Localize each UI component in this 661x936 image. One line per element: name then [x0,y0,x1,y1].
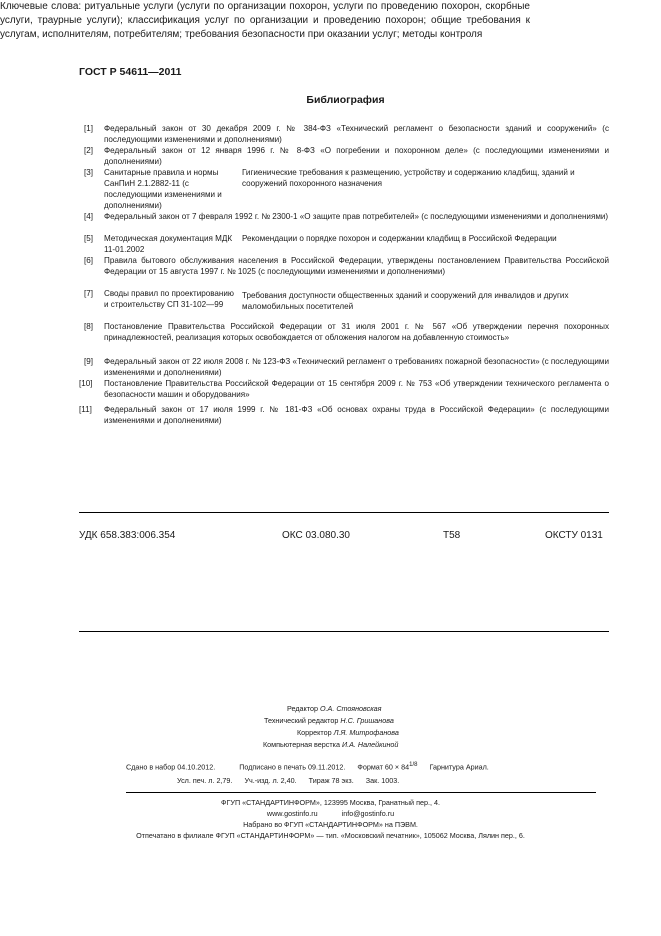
ref-number: [8] [84,322,93,331]
format-fraction: 1/8 [409,762,418,768]
ref-number: [11] [79,405,92,414]
bibliography-item [84,211,609,222]
ref-text: Федеральный закон от 7 февраля 1992 г. № 2300-1 «О защите прав потребителей» (с последующими изменениями и дополнениями) [104,212,609,221]
ref-text: Федеральный закон от 12 января 1996 г. № 8-ФЗ «О погребении и похоронном деле» (с последующими изменениями и дополнениями) [104,146,609,166]
printed-note: Отпечатано в филиале ФГУП «СТАНДАРТИНФОРМ» — тип. «Московский печатник», 105062 Москва, Лялин пер., 6. [136,831,525,840]
ref-document: Санитарные правила и нормы СанПиН 2.1.2882-11 (с последующими изменениями и дополнениями) [104,168,222,210]
editor-line [287,704,381,713]
tech-editor-name: Н.С. Гришанова [340,716,394,725]
submitted-date: Сдано в набор 04.10.2012. [126,762,216,772]
ref-description: Требования доступности общественных зданий и сооружений для инвалидов и других маломобильных посетителей [242,291,569,311]
ref-text: Правила бытового обслуживания населения в Российской Федерации, утверждены постановлением Правительства Российской Федерации от 15 августа 1997 г. № 1025 (с последующими изменениями и дополнениями) [104,256,609,276]
bibliography-item [84,255,609,277]
ref-text: Постановление Правительства Российской Федерации от 31 июля 2001 г. № 567 «Об утверждении перечня похоронных принадлежностей, реализация которых освобождается от обложения налогом на добавленную стоимость» [104,322,609,342]
layout-line [263,740,398,749]
bibliography-item [84,123,609,145]
ref-text: Федеральный закон от 17 июля 1999 г. № 181-ФЗ «Об основах охраны труда в Российской Федерации» (с последующими изменениями и дополнениями) [104,405,609,425]
ref-number: [3] [84,168,93,177]
bibliography-item [84,233,609,255]
tech-editor-line [264,716,394,725]
publisher-website: www.gostinfo.ru [266,809,318,818]
ref-description: Гигиенические требования к размещению, устройству и содержанию кладбищ, зданий и сооружений похоронного назначения [242,168,575,188]
corrector-label: Корректор [297,728,332,737]
ref-number: [5] [84,234,93,243]
bibliography-item [84,321,609,343]
ref-document: Методическая документация МДК 11-01.2002 [104,234,233,254]
layout-name: И.А. Налейкиной [341,740,399,749]
signed-date: Подписано в печать 09.11.2012. [239,762,346,772]
ref-number: [7] [84,289,93,298]
imprint-line-1 [126,762,596,771]
corrector-line [297,728,399,737]
bibliography-title: Библиография [306,94,385,106]
keywords-paragraph: Ключевые слова: ритуальные услуги (услуги по организации похорон, услуги по проведению похорон, скорбные услуги, траурные услуги); классификация услуг по организации и проведению похорон; общие требования к услугам, исполнителям, потребителям; требования безопасности при оказании услуг; методы контроля [0,1,530,40]
okstu-code: ОКСТУ 0131 [545,530,603,541]
typeset-note: Набрано во ФГУП «СТАНДАРТИНФОРМ» на ПЭВМ. [243,820,418,829]
tech-editor-label: Технический редактор [264,716,339,725]
editor-label: Редактор [287,704,318,713]
ref-document: Своды правил по проектированию и строительству СП 31-102—99 [104,289,234,309]
bibliography-item [84,288,609,321]
ref-number: [6] [84,256,93,265]
divider-line [79,631,609,632]
imprint-line-2 [177,776,597,785]
divider-line [79,512,609,513]
publisher-contacts [0,809,661,818]
document-code: ГОСТ Р 54611—2011 [79,66,182,78]
pub-sheets: Уч.-изд. л. 2,40. [244,776,297,785]
format-label: Формат 60 × 84 [357,762,410,772]
bibliography-item [84,167,609,211]
bibliography-item [79,378,609,400]
ref-number: [10] [79,379,93,388]
order-number: Зак. 1003. [365,776,400,785]
publisher-email: info@gostinfo.ru [341,809,395,818]
bibliography-item [84,145,609,167]
ref-number: [1] [84,124,93,133]
ref-text: Постановление Правительства Российской Федерации от 15 сентября 2009 г. № 753 «Об утверждении технического регламента о безопасности машин и оборудования» [104,379,609,399]
divider-line [126,792,596,793]
ref-number: [4] [84,212,93,221]
bibliography-item [79,404,609,426]
ref-description: Рекомендации о порядке похорон и содержании кладбищ в Российской Федерации [242,234,557,243]
print-sheets: Усл. печ. л. 2,79. [177,776,233,785]
print-run: Тираж 78 экз. [308,776,354,785]
oks-code: ОКС 03.080.30 [282,530,350,541]
ref-number: [9] [84,357,93,366]
ref-text: Федеральный закон от 22 июля 2008 г. № 123-ФЗ «Технический регламент о требованиях пожарной безопасности» (с последующими изменениями и дополнениями) [104,357,609,377]
corrector-name: Л.Я. Митрофанова [333,728,399,737]
ref-number: [2] [84,146,93,155]
layout-label: Компьютерная верстка [263,740,340,749]
font-info: Гарнитура Ариал. [429,762,489,772]
t-code: Т58 [443,530,461,541]
ref-text: Федеральный закон от 30 декабря 2009 г. № 384-ФЗ «Технический регламент о безопасности зданий и сооружений» (с последующими изменениями и дополнениями) [104,124,609,144]
udk-code: УДК 658.383:006.354 [79,530,176,541]
publisher-address: ФГУП «СТАНДАРТИНФОРМ», 123995 Москва, Гранатный пер., 4. [221,798,440,807]
bibliography-item [84,356,609,378]
editor-name: О.А. Стояновская [319,704,382,713]
